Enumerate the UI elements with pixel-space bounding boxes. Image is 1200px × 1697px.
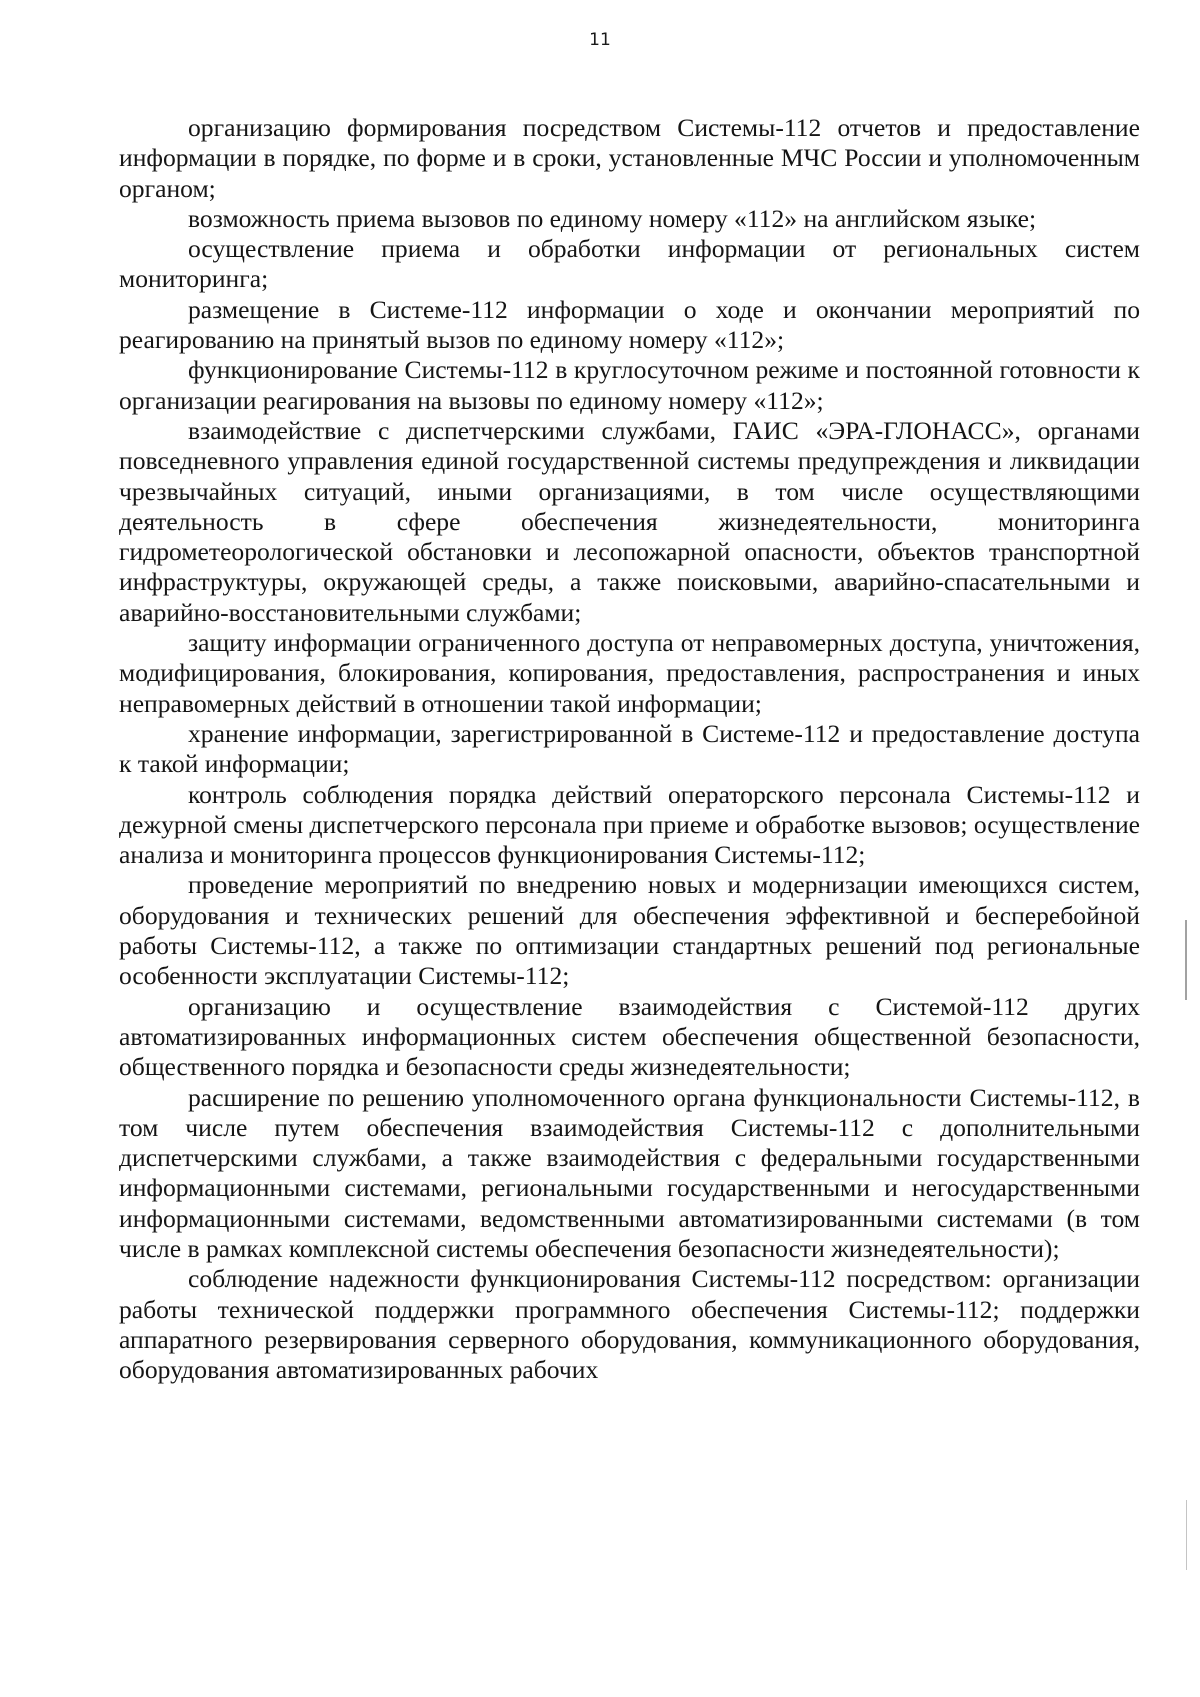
paragraph-english-calls: возможность приема вызовов по единому номеру «112» на английском языке; (188, 203, 1037, 233)
scan-mark-right-lower (1186, 1500, 1187, 1570)
scan-mark-right (1185, 920, 1187, 1000)
paragraph-protection: защиту информации ограниченного доступа от неправомерных доступа, уничтожения, модифицирования, блокирования, копирования, предоставления, распространения и иных неправомерных действий в отношении такой информации; (119, 628, 1140, 718)
document-body (119, 113, 1140, 1385)
paragraph-reports: организацию формирования посредством Системы-112 отчетов и предоставление информации в порядке, по форме и в сроки, установленные МЧС России и уполномоченным органом; (119, 113, 1140, 203)
paragraph-monitoring: осуществление приема и обработки информации от региональных систем мониторинга; (119, 234, 1140, 294)
paragraph-round-the-clock: функционирование Системы-112 в круглосуточном режиме и постоянной готовности к организации реагирования на вызовы по единому номеру «112»; (119, 355, 1140, 415)
page-number: 11 (589, 30, 611, 50)
paragraph-reliability: соблюдение надежности функционирования Системы-112 посредством: организации работы технической поддержки программного обеспечения Системы-112; поддержки аппаратного резервирования серверного оборудования, коммуникационного оборудования, оборудования автоматизированных рабочих (119, 1264, 1140, 1385)
paragraph-modernization: проведение мероприятий по внедрению новых и модернизации имеющихся систем, оборудования и технических решений для обеспечения эффективной и бесперебойной работы Системы-112, а также по оптимизации стандартных решений под региональные особенности эксплуатации Системы-112; (119, 870, 1140, 991)
paragraph-integration: организацию и осуществление взаимодействия с Системой-112 других автоматизированных информационных систем обеспечения общественной безопасности, общественного порядка и безопасности среды жизнедеятельности; (119, 991, 1140, 1082)
paragraph-interaction: взаимодействие с диспетчерскими службами, ГАИС «ЭРА-ГЛОНАСС», органами повседневного управления единой государственной системы предупреждения и ликвидации чрезвычайных ситуаций, иными организациями, в том числе осуществляющими деятельность в сфере обеспечения жизнедеятельности, мониторинга гидрометеорологической обстановки и лесопожарной опасности, объектов транспортной инфраструктуры, окружающей среды, а также поисковыми, аварийно-спасательными и аварийно-восстановительными службами; (119, 415, 1140, 627)
paragraph-control: контроль соблюдения порядка действий операторского персонала Системы-112 и дежурной смены диспетчерского персонала при приеме и обработке вызовов; осуществление анализа и мониторинга процессов функционирования Системы-112; (119, 779, 1140, 870)
paragraph-event-info: размещение в Системе-112 информации о ходе и окончании мероприятий по реагированию на принятый вызов по единому номеру «112»; (119, 294, 1140, 355)
paragraph-expansion: расширение по решению уполномоченного органа функциональности Системы-112, в том числе путем обеспечения взаимодействия Системы-112 с дополнительными диспетчерскими службами, а также взаимодействия с федеральными государственными информационными системами, региональными государственными и негосударственными информационными системами, ведомственными автоматизированными системами (в том числе в рамках комплексной системы обеспечения безопасности жизнедеятельности); (119, 1082, 1140, 1263)
paragraph-storage: хранение информации, зарегистрированной в Системе-112 и предоставление доступа к такой информации; (119, 718, 1140, 779)
